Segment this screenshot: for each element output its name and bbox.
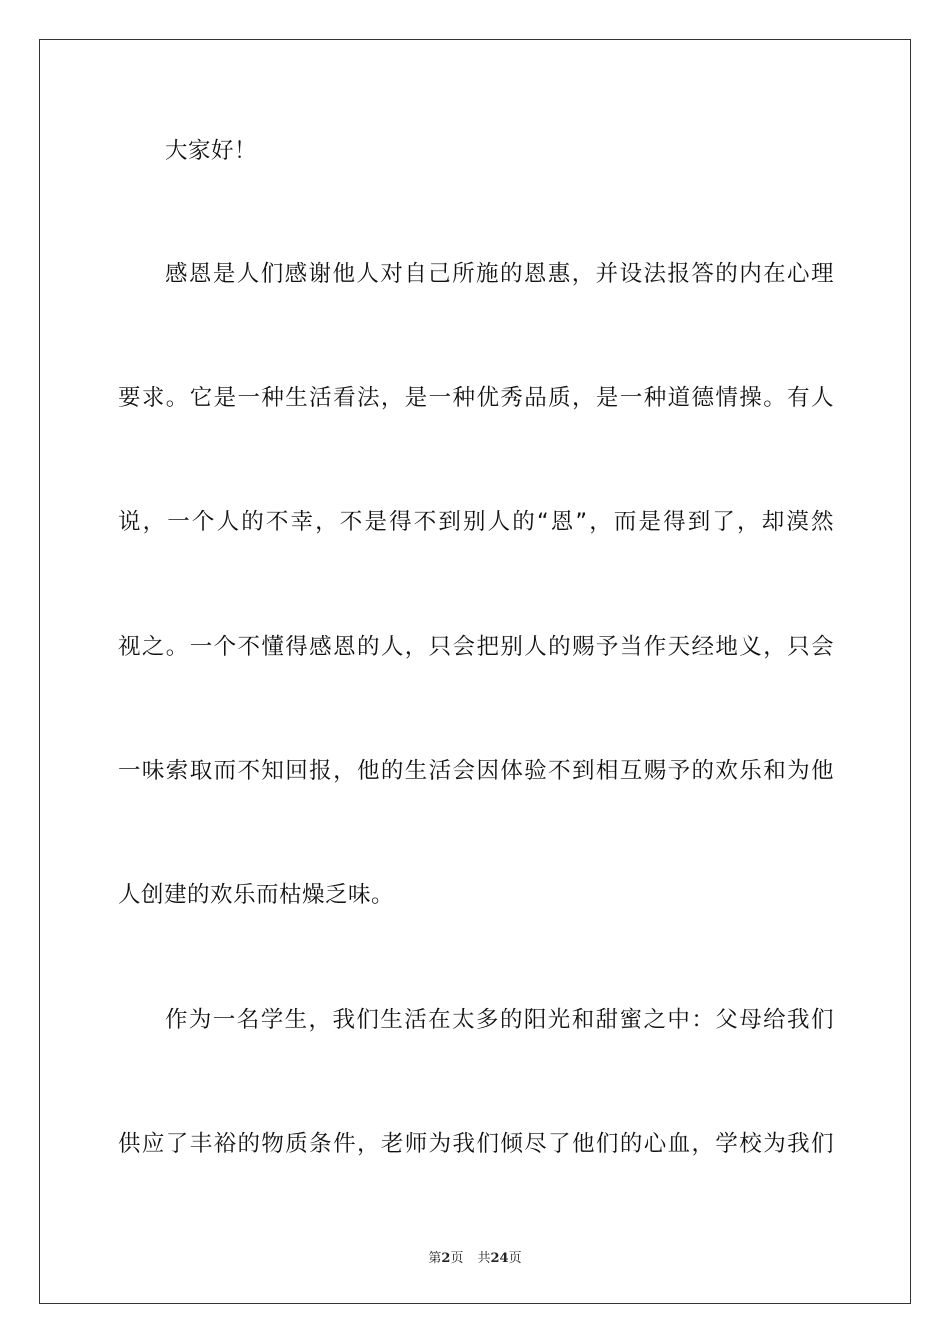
paragraph-1-line-5: 一味索取而不知回报，他的生活会因体验不到相互赐予的欢乐和为他 xyxy=(118,758,834,784)
paragraph-2-line-2: 供应了丰裕的物质条件，老师为我们倾尽了他们的心血，学校为我们 xyxy=(118,1131,834,1157)
paragraph-1-line-2: 要求。它是一种生活看法，是一种优秀品质，是一种道德情操。有人 xyxy=(118,385,834,411)
page-footer xyxy=(0,1247,950,1266)
paragraph-2-line-1: 作为一名学生，我们生活在太多的阳光和甜蜜之中：父母给我们 xyxy=(165,1007,834,1033)
page-prefix: 第 xyxy=(428,1251,442,1266)
paragraph-1-line-6: 人创建的欢乐而枯燥乏味。 xyxy=(118,882,395,908)
page-suffix: 页 xyxy=(450,1251,464,1266)
greeting-line: 大家好！ xyxy=(165,138,258,164)
total-pages: 24 xyxy=(490,1251,509,1266)
total-prefix: 共 xyxy=(477,1251,491,1266)
paragraph-1-line-1: 感恩是人们感谢他人对自己所施的恩惠，并设法报答的内在心理 xyxy=(165,261,834,287)
paragraph-1-line-3: 说，一个人的不幸，不是得不到别人的“恩”，而是得到了，却漠然 xyxy=(118,509,834,535)
total-suffix: 页 xyxy=(508,1251,522,1266)
page-border xyxy=(39,39,911,1304)
paragraph-1-line-4: 视之。一个不懂得感恩的人，只会把别人的赐予当作天经地义，只会 xyxy=(118,634,834,660)
page-number: 2 xyxy=(441,1251,451,1266)
